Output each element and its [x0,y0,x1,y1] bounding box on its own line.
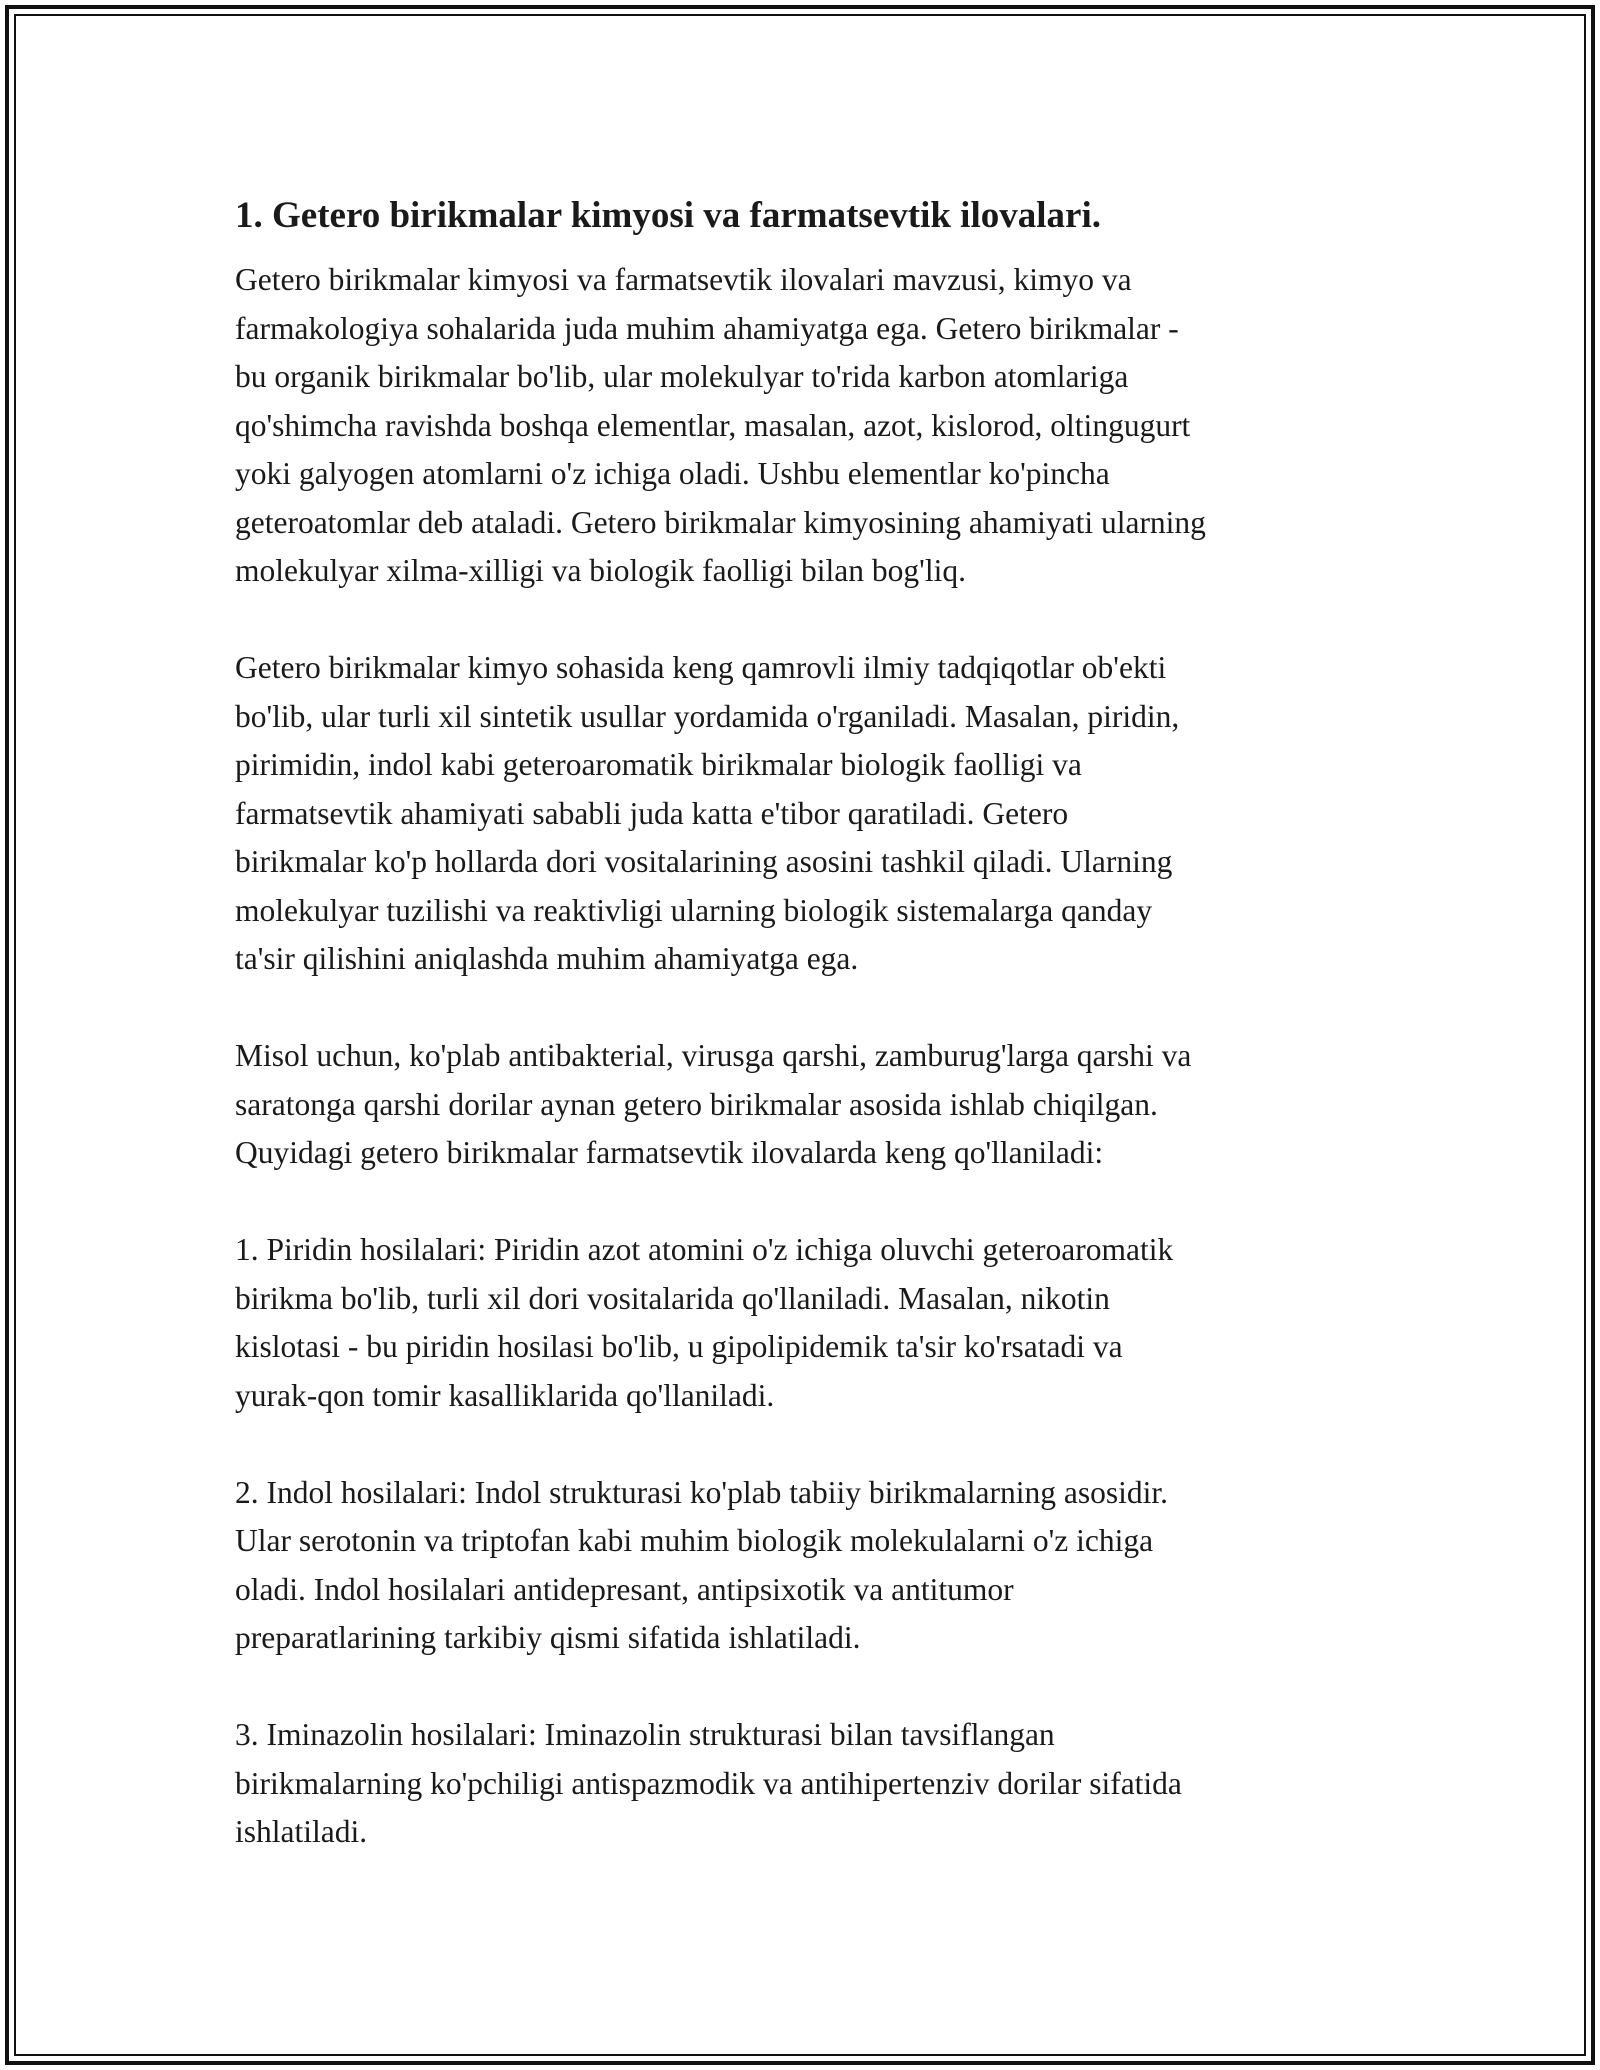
document-title: 1. Getero birikmalar kimyosi va farmatsevtik ilovalari. [235,195,1101,236]
document-body [235,186,1395,1905]
list-item-indole: 2. Indol hosilalari: Indol strukturasi ko'plab tabiiy birikmalarning asosidir. Ular serotonin va triptofan kabi muhim biologik molekulalarni o'z ichiga oladi. Indol hosilalari antidepresant, antipsixotik va antitumor preparatlarining tarkibiy qismi sifatida ishlatiladi. [235,1474,1169,1655]
paragraph-intro: Getero birikmalar kimyosi va farmatsevtik ilovalari mavzusi, kimyo va farmakologiya sohalarida juda muhim ahamiyatga ega. Getero birikmalar - bu organik birikmalar bo'lib, ular molekulyar to'rida karbon atomlariga qo'shimcha ravishda boshqa elementlar, masalan, azot, kislorod, oltingugurt yoki galyogen atomlarni o'z ichiga oladi. Ushbu elementlar ko'pincha geteroatomlar deb ataladi. Getero birikmalar kimyosining ahamiyati ularning molekulyar xilma-xilligi va biologik faolligi bilan bog'liq. [235,262,1206,588]
paragraph-examples: Misol uchun, ko'plab antibakterial, virusga qarshi, zamburug'larga qarshi va saratonga qarshi dorilar aynan getero birikmalar asosida ishlab chiqilgan. Quyidagi getero birikmalar farmatsevtik ilovalarda keng qo'llaniladi: [235,1038,1192,1170]
paragraph-research: Getero birikmalar kimyo sohasida keng qamrovli ilmiy tadqiqotlar ob'ekti bo'lib, ular turli xil sintetik usullar yordamida o'rganiladi. Masalan, piridin, pirimidin, indol kabi geteroaromatik birikmalar biologik faolligi va farmatsevtik ahamiyati sababli juda katta e'tibor qaratiladi. Getero birikmalar ko'p hollarda dori vositalarining asosini tashkil qiladi. Ularning molekulyar tuzilishi va reaktivligi ularning biologik sistemalarga qanday ta'sir qilishini aniqlashda muhim ahamiyatga ega. [235,650,1180,976]
list-item-iminazoline: 3. Iminazolin hosilalari: Iminazolin strukturasi bilan tavsiflangan birikmalarning ko'pchiligi antispazmodik va antihipertenziv dorilar sifatida ishlatiladi. [235,1717,1182,1849]
list-item-pyridine: 1. Piridin hosilalari: Piridin azot atomini o'z ichiga oluvchi geteroaromatik birikma bo'lib, turli xil dori vositalarida qo'llaniladi. Masalan, nikotin kislotasi - bu piridin hosilasi bo'lib, u gipolipidemik ta'sir ko'rsatadi va yurak-qon tomir kasalliklarida qo'llaniladi. [235,1232,1174,1413]
